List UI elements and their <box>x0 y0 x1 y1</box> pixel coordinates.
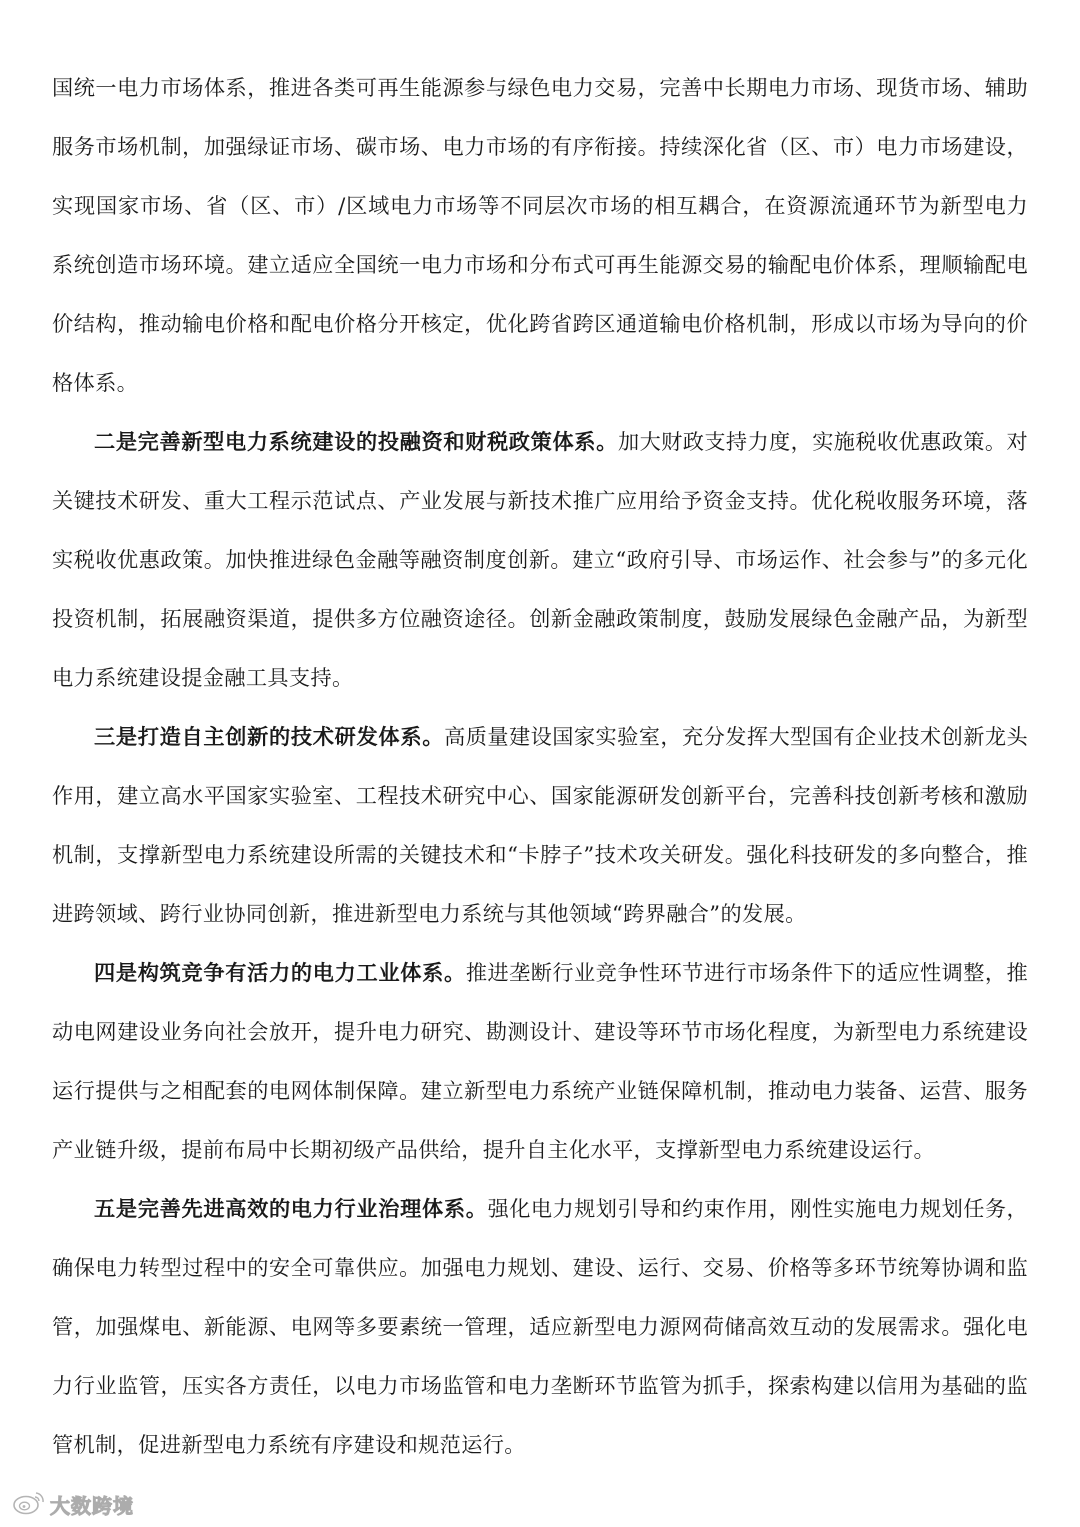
paragraph-3-text: 高质量建设国家实验室，充分发挥大型国有企业技术创新龙头作用，建立高水平国家实验室、工程技术研究中心、国家能源研发创新平台，完善科技创新考核和激励机制，支撑新型电力系统建设所需的关键技术和“卡脖子”技术攻关研发。强化科技研发的多向整合，推进跨领域、跨行业协同创新，推进新型电力系统与其他领域“跨界融合”的发展。 <box>52 724 1028 926</box>
paragraph-1-text: 国统一电力市场体系，推进各类可再生能源参与绿色电力交易，完善中长期电力市场、现货市场、辅助服务市场机制，加强绿证市场、碳市场、电力市场的有序衔接。持续深化省（区、市）电力市场建设，实现国家市场、省（区、市）/区域电力市场等不同层次市场的相互耦合，在资源流通环节为新型电力系统创造市场环境。建立适应全国统一电力市场和分布式可再生能源交易的输配电价体系，理顺输配电价结构，推动输电价格和配电价格分开核定，优化跨省跨区通道输电价格机制，形成以市场为导向的价格体系。 <box>52 75 1028 395</box>
paragraph-3-heading: 三是打造自主创新的技术研发体系。 <box>94 724 445 749</box>
paragraph-5-heading: 五是完善先进高效的电力行业治理体系。 <box>94 1196 488 1221</box>
paragraph-4 <box>52 943 1028 1179</box>
document-body <box>52 58 1028 1474</box>
paragraph-3 <box>52 707 1028 943</box>
paragraph-5 <box>52 1179 1028 1474</box>
paragraph-2-heading: 二是完善新型电力系统建设的投融资和财税政策体系。 <box>94 429 618 454</box>
paragraph-5-text: 强化电力规划引导和约束作用，刚性实施电力规划任务，确保电力转型过程中的安全可靠供应。加强电力规划、建设、运行、交易、价格等多环节统筹协调和监管，加强煤电、新能源、电网等多要素统一管理，适应新型电力源网荷储高效互动的发展需求。强化电力行业监管，压实各方责任，以电力市场监管和电力垄断环节监管为抓手，探索构建以信用为基础的监管机制，促进新型电力系统有序建设和规范运行。 <box>52 1196 1028 1457</box>
paragraph-2 <box>52 412 1028 707</box>
weibo-logo-icon <box>12 1489 46 1519</box>
paragraph-4-heading: 四是构筑竞争有活力的电力工业体系。 <box>94 960 466 985</box>
paragraph-1 <box>52 58 1028 412</box>
paragraph-4-text: 推进垄断行业竞争性环节进行市场条件下的适应性调整，推动电网建设业务向社会放开，提升电力研究、勘测设计、建设等环节市场化程度，为新型电力系统建设运行提供与之相配套的电网体制保障。建立新型电力系统产业链保障机制，推动电力装备、运营、服务产业链升级，提前布局中长期初级产品供给，提升自主化水平，支撑新型电力系统建设运行。 <box>52 960 1028 1162</box>
watermark <box>12 1490 134 1518</box>
paragraph-2-text: 加大财政支持力度，实施税收优惠政策。对关键技术研发、重大工程示范试点、产业发展与新技术推广应用给予资金支持。优化税收服务环境，落实税收优惠政策。加快推进绿色金融等融资制度创新。建立“政府引导、市场运作、社会参与”的多元化投资机制，拓展融资渠道，提供多方位融资途径。创新金融政策制度，鼓励发展绿色金融产品，为新型电力系统建设提金融工具支持。 <box>52 429 1029 690</box>
watermark-text: 大数跨境 <box>50 1493 134 1518</box>
